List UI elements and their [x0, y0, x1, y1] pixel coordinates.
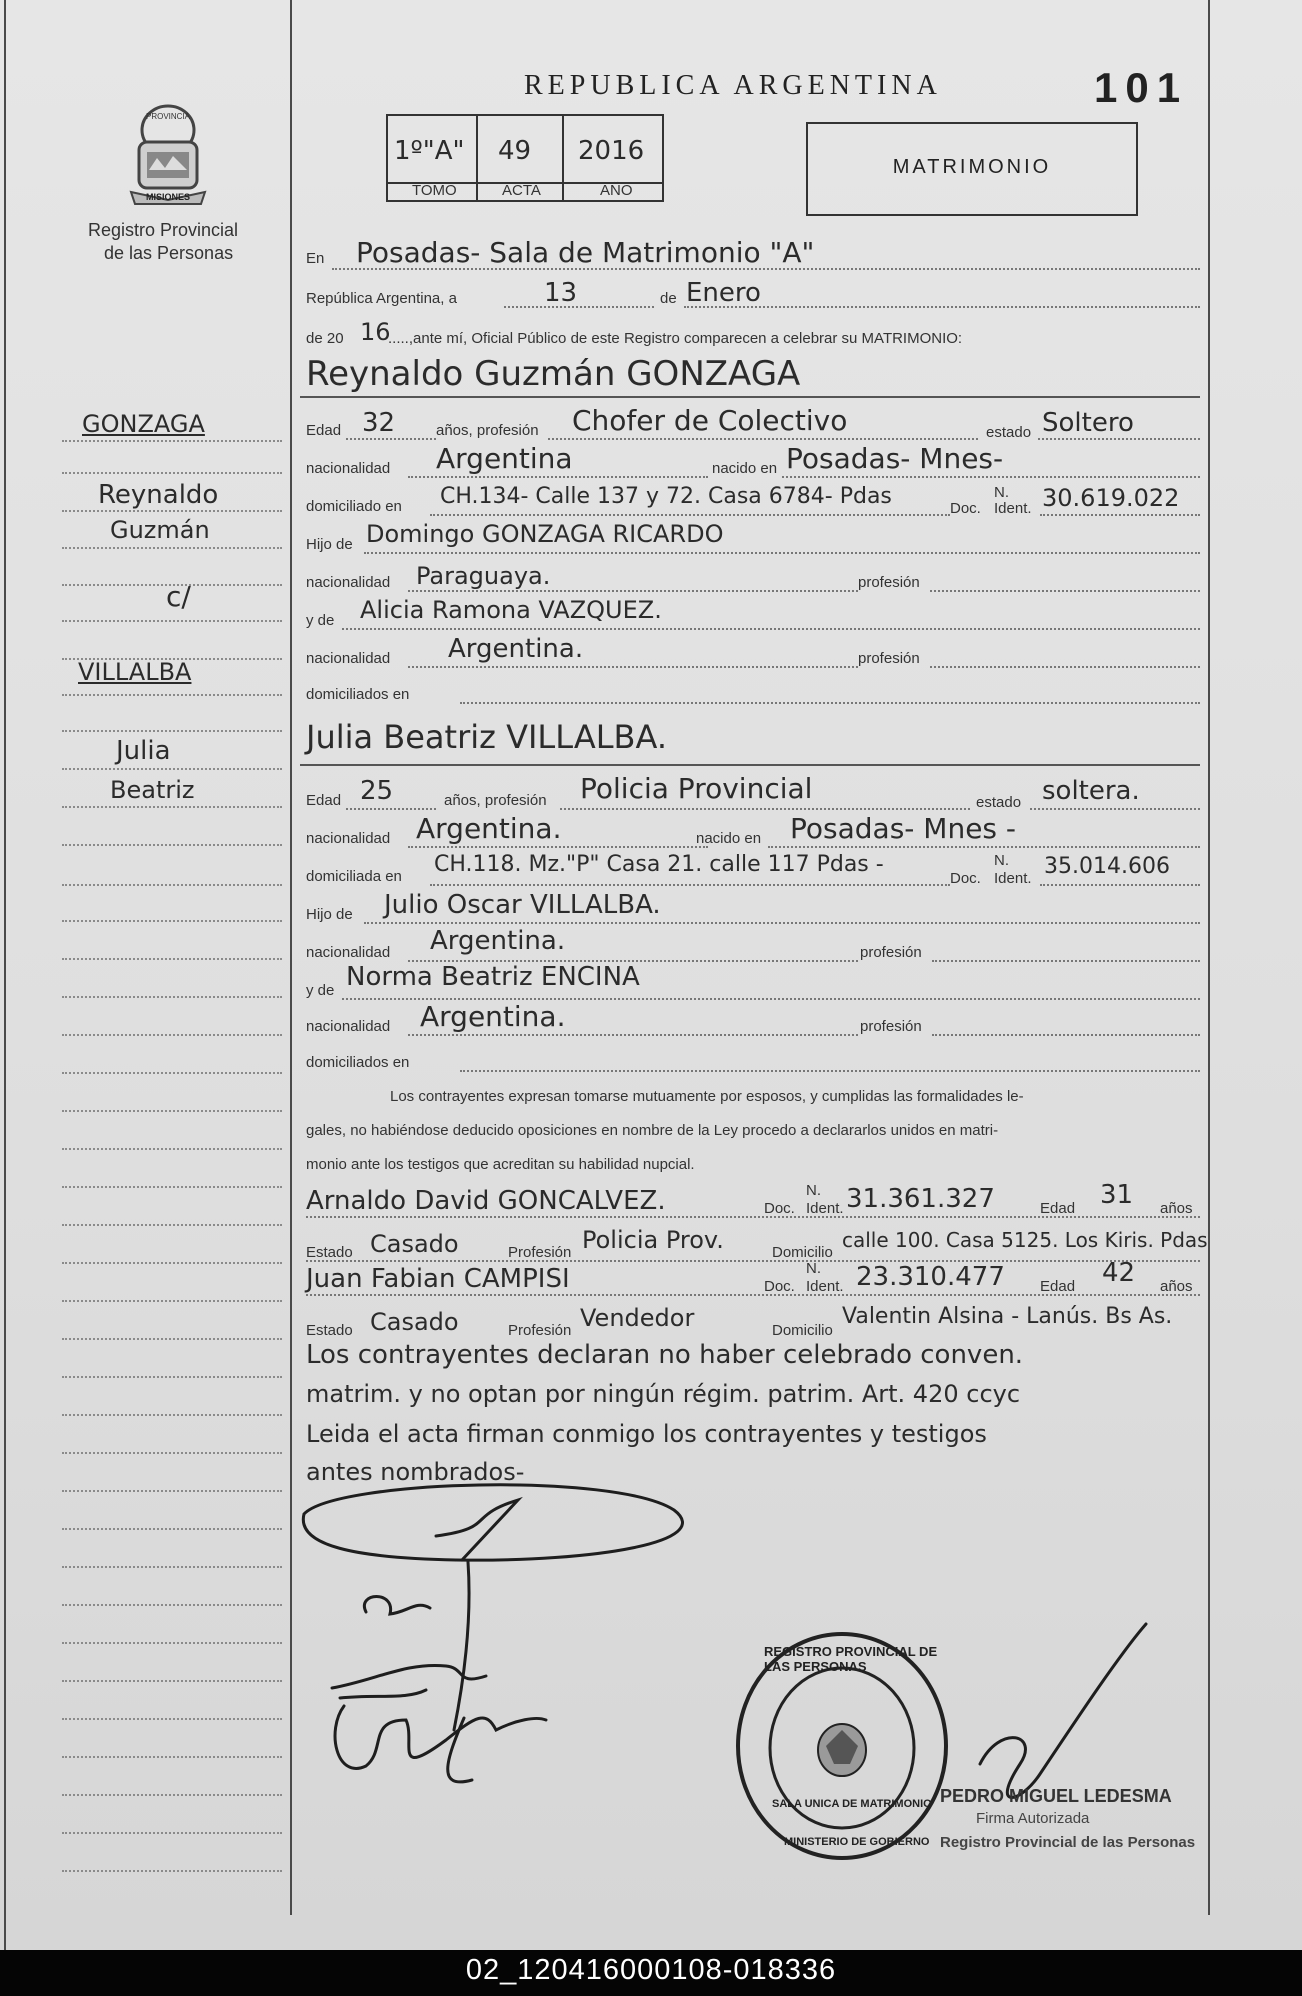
bride-profesion: Policia Provincial	[580, 772, 813, 805]
groom-father: Domingo GONZAGA RICARDO	[366, 520, 724, 548]
tomo-acta-box	[386, 114, 664, 202]
en-label: En	[306, 250, 325, 267]
bride-mother-nat-label: nacionalidad	[306, 1018, 391, 1035]
bride-doc: 35.014.606	[1044, 854, 1170, 879]
witness-1-estado-label: Estado	[306, 1244, 353, 1261]
witness-2-doc: 23.310.477	[856, 1262, 1005, 1292]
witness-2-estado: Casado	[370, 1308, 459, 1336]
margin-connector: c/	[166, 580, 191, 613]
right-page-edge	[1208, 0, 1210, 1915]
groom-estado: Soltero	[1042, 408, 1134, 438]
bride-nacido-label: nacido en	[696, 830, 762, 847]
groom-nacido-label: nacido en	[712, 460, 778, 477]
official-stamp	[730, 1626, 960, 1864]
official-name: PEDRO MIGUEL LEDESMA	[940, 1786, 1172, 1806]
statement-line-2: gales, no habiéndose deducido oposiciones en nombre de la Ley procedo a declararlos unidos en matri-	[306, 1122, 999, 1139]
groom-mother-nat-label: nacionalidad	[306, 650, 391, 667]
day-value: 13	[544, 278, 578, 308]
margin-surname-groom: GONZAGA	[82, 410, 205, 438]
emblem-top-label: PROVINCIA	[145, 112, 190, 121]
month-value: Enero	[686, 278, 761, 308]
official-office: Registro Provincial de las Personas	[940, 1834, 1196, 1851]
bride-estado: soltera.	[1042, 776, 1140, 806]
groom-dom-label: domiciliado en	[306, 498, 402, 515]
statement-line-3: monio ante los testigos que acreditan su habilidad nupcial.	[306, 1156, 695, 1173]
acta-label: ACTA	[502, 182, 541, 199]
bride-father-nat: Argentina.	[430, 926, 566, 956]
groom-father-nat-label: nacionalidad	[306, 574, 391, 591]
witness-1-prof-label: Profesión	[508, 1244, 572, 1261]
witness-2-domicilio: Valentin Alsina - Lanús. Bs As.	[842, 1304, 1173, 1329]
stamp-bottom-text: MINISTERIO DE GOBIERNO	[784, 1836, 930, 1848]
note-line-4: antes nombrados-	[306, 1458, 525, 1486]
groom-doc-n: N.	[994, 484, 1009, 501]
witness-1-estado: Casado	[370, 1230, 459, 1258]
column-divider	[290, 0, 292, 1915]
act-type-box	[806, 122, 1138, 216]
witness-2-estado-label: Estado	[306, 1322, 353, 1339]
tomo-label: TOMO	[412, 182, 457, 199]
margin-name-bride-1: Julia	[116, 736, 171, 766]
province-emblem	[123, 100, 213, 210]
margin-surname-bride: VILLALBA	[78, 658, 192, 686]
bride-domicilio: CH.118. Mz."P" Casa 21. calle 117 Pdas -	[434, 852, 884, 877]
bride-father: Julio Oscar VILLALBA.	[384, 890, 661, 920]
bride-dom-label: domiciliada en	[306, 868, 402, 885]
groom-mother-nat: Argentina.	[448, 634, 584, 664]
bride-father-prof-label: profesión	[860, 944, 922, 961]
ante-mi-text: .....,ante mí, Oficial Público de este Registro comparecen a celebrar su MATRIMONIO:	[388, 330, 963, 347]
witness-2-dom-label: Domicilio	[772, 1322, 833, 1339]
witness-1-ident-label: Ident.	[806, 1200, 844, 1217]
anio-value: 2016	[578, 136, 645, 166]
bride-name: Julia Beatriz VILLALBA.	[306, 718, 667, 756]
groom-profesion: Chofer de Colectivo	[572, 404, 848, 437]
witness-1-doc-n: N.	[806, 1182, 821, 1199]
registry-line-2: de las Personas	[104, 243, 234, 263]
groom-prof-label: años, profesión	[436, 422, 539, 439]
groom-nacido: Posadas- Mnes-	[786, 442, 1004, 475]
witness-1-anios-label: años	[1160, 1200, 1193, 1217]
groom-ident-label: Ident.	[994, 500, 1032, 517]
groom-hijo-label: Hijo de	[306, 536, 353, 553]
year-label: de 20	[306, 330, 344, 347]
groom-father-prof-label: profesión	[858, 574, 920, 591]
witness-1-domicilio: calle 100. Casa 5125. Los Kiris. Pdas	[842, 1228, 1208, 1252]
note-line-1: Los contrayentes declaran no haber celebrado conven.	[306, 1340, 1024, 1370]
groom-nat-label: nacionalidad	[306, 460, 391, 477]
de-label: de	[660, 290, 677, 307]
witness-1-name: Arnaldo David GONCALVEZ.	[306, 1186, 666, 1216]
margin-name-groom-2: Guzmán	[110, 516, 210, 544]
bride-mother-prof-label: profesión	[860, 1018, 922, 1035]
footer-bar	[0, 1950, 1302, 1996]
witness-2-anios-label: años	[1160, 1278, 1193, 1295]
page-number: 101	[1094, 64, 1189, 111]
stamp-inner-text: SALA UNICA DE MATRIMONIO	[772, 1798, 932, 1810]
witness-2-doc-label: Doc.	[764, 1278, 795, 1295]
groom-nacionalidad: Argentina	[436, 442, 573, 475]
bride-father-nat-label: nacionalidad	[306, 944, 391, 961]
bride-estado-label: estado	[976, 794, 1022, 811]
bride-yde-label: y de	[306, 982, 335, 999]
year-suffix: 16	[360, 318, 391, 346]
witness-2-prof-label: Profesión	[508, 1322, 572, 1339]
margin-name-bride-2: Beatriz	[110, 776, 195, 804]
bride-nat-label: nacionalidad	[306, 830, 391, 847]
groom-doc-label: Doc.	[950, 500, 981, 517]
groom-mother: Alicia Ramona VAZQUEZ.	[360, 596, 662, 624]
bride-doc-n: N.	[994, 852, 1009, 869]
tomo-value: 1º"A"	[394, 136, 465, 166]
witness-2-edad-label: Edad	[1040, 1278, 1076, 1295]
bride-nacido: Posadas- Mnes -	[790, 812, 1017, 845]
groom-mother-prof-label: profesión	[858, 650, 920, 667]
witness-1-doc-label: Doc.	[764, 1200, 795, 1217]
bride-edad-label: Edad	[306, 792, 342, 809]
official-title: Firma Autorizada	[976, 1810, 1090, 1827]
place-value: Posadas- Sala de Matrimonio "A"	[356, 236, 815, 269]
registry-line-1: Registro Provincial	[88, 220, 239, 240]
groom-name: Reynaldo Guzmán GONZAGA	[306, 354, 801, 394]
witness-2-edad: 42	[1102, 1258, 1136, 1288]
bride-domiciliados-label: domiciliados en	[306, 1054, 410, 1071]
witness-1-profesion: Policia Prov.	[582, 1226, 724, 1254]
groom-doc: 30.619.022	[1042, 484, 1180, 512]
anio-label: AÑO	[600, 182, 633, 199]
bride-mother-nat: Argentina.	[420, 1000, 566, 1033]
republica-label: República Argentina, a	[306, 290, 457, 307]
act-type-label: MATRIMONIO	[892, 156, 1052, 178]
note-line-3: Leida el acta firman conmigo los contrayentes y testigos	[306, 1420, 987, 1448]
margin-name-groom-1: Reynaldo	[98, 480, 219, 510]
stamp-outer-text: REGISTRO PROVINCIAL DE LAS PERSONAS	[764, 1644, 938, 1674]
republic-heading: REPUBLICA ARGENTINA	[524, 70, 942, 101]
bride-prof-label: años, profesión	[444, 792, 547, 809]
witness-2-name: Juan Fabian CAMPISI	[306, 1264, 570, 1294]
bride-ident-label: Ident.	[994, 870, 1032, 887]
witness-1-edad: 31	[1100, 1180, 1134, 1210]
bride-nacionalidad: Argentina.	[416, 812, 562, 845]
bride-edad: 25	[360, 776, 394, 806]
witness-2-ident-label: Ident.	[806, 1278, 844, 1295]
acta-value: 49	[498, 136, 532, 166]
emblem-bottom-label: MISIONES	[145, 192, 190, 202]
footer-code: 02_120416000108-018336	[465, 1954, 837, 1986]
statement-line-1: Los contrayentes expresan tomarse mutuamente por esposos, y cumplidas las formalidades le-	[390, 1088, 1024, 1105]
witness-2-doc-n: N.	[806, 1260, 821, 1277]
left-page-edge	[4, 0, 6, 1950]
groom-yde-label: y de	[306, 612, 335, 629]
official-signature	[960, 1614, 1160, 1814]
note-line-2: matrim. y no optan por ningún régim. patrim. Art. 420 ccyc	[306, 1380, 1021, 1408]
bride-mother: Norma Beatriz ENCINA	[346, 962, 640, 992]
bride-hijo-label: Hijo de	[306, 906, 353, 923]
groom-domicilio: CH.134- Calle 137 y 72. Casa 6784- Pdas	[440, 484, 892, 509]
witness-1-doc: 31.361.327	[846, 1184, 995, 1214]
witness-2-profesion: Vendedor	[580, 1304, 695, 1332]
bride-doc-label: Doc.	[950, 870, 981, 887]
groom-edad-label: Edad	[306, 422, 342, 439]
groom-edad: 32	[362, 408, 396, 438]
witness-1-dom-label: Domicilio	[772, 1244, 833, 1261]
groom-estado-label: estado	[986, 424, 1032, 441]
groom-domiciliados-label: domiciliados en	[306, 686, 410, 703]
groom-father-nat: Paraguaya.	[416, 562, 551, 590]
witness-1-edad-label: Edad	[1040, 1200, 1076, 1217]
